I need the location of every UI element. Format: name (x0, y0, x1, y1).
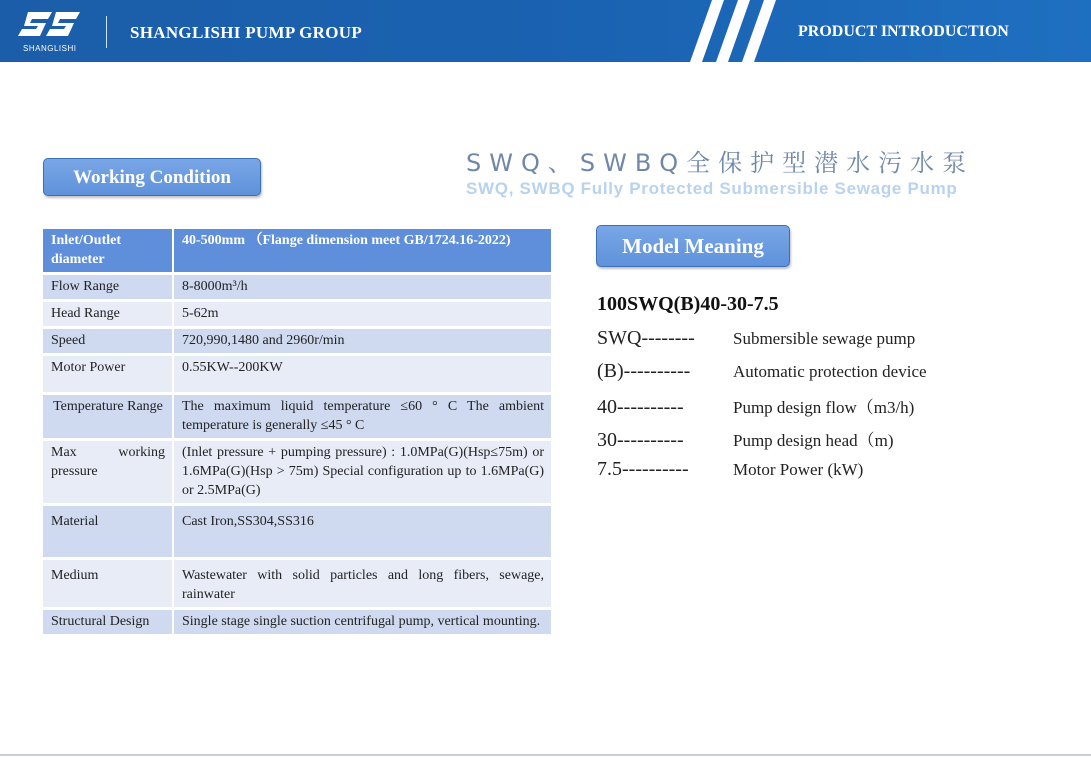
model-meaning-item (597, 360, 927, 386)
table-row (43, 229, 551, 272)
working-condition-table (43, 226, 551, 637)
row-value: 5-62m (174, 302, 551, 326)
model-part-desc: Pump design flow（m3/h) (733, 398, 915, 417)
table-row (43, 275, 551, 299)
table-row (43, 610, 551, 634)
table-row (43, 329, 551, 353)
row-value: (Inlet pressure + pumping pressure) : 1.0MPa(G)(Hsp≤75m) or 1.6MPa(G)(Hsp > 75m) Special configuration up to 1.6MPa(G) or 2.5MPa(G) (174, 441, 551, 503)
model-part-desc: Pump design head（m) (733, 431, 894, 450)
row-label: Speed (43, 329, 174, 353)
model-meaning-button[interactable]: Model Meaning (596, 225, 790, 267)
model-part-code: (B)---------- (597, 360, 691, 382)
model-code: 100SWQ(B)40-30-7.5 (597, 293, 779, 315)
header-bar (0, 0, 1091, 62)
logo-text: SHANGLISHI (23, 44, 77, 53)
table-row (43, 302, 551, 326)
table-row (43, 506, 551, 557)
model-part-desc: Submersible sewage pump (733, 329, 916, 348)
table-row (43, 395, 551, 438)
model-meaning-item (597, 426, 894, 452)
model-part-code: 7.5---------- (597, 458, 689, 480)
model-meaning-item (597, 393, 914, 419)
row-label: Temperature Range (43, 395, 174, 438)
row-label: Structural Design (43, 610, 174, 634)
row-label: Inlet/Outlet diameter (43, 229, 174, 272)
row-value: The maximum liquid temperature ≤60 ° C The ambient temperature is generally ≤45 ° C (174, 395, 551, 438)
model-part-desc: Motor Power (kW) (733, 460, 864, 479)
decorative-stripes (672, 0, 782, 62)
row-label: Head Range (43, 302, 174, 326)
model-meaning-item (597, 327, 915, 353)
model-part-code: SWQ-------- (597, 327, 695, 349)
row-label: Max working pressure (43, 441, 174, 503)
table-row (43, 441, 551, 503)
model-part-code: 30---------- (597, 429, 684, 451)
table-row (43, 560, 551, 607)
model-meaning-item (597, 458, 863, 484)
row-label: Flow Range (43, 275, 174, 299)
row-value: Single stage single suction centrifugal pump, vertical mounting. (174, 610, 551, 634)
product-title-en: SWQ, SWBQ Fully Protected Submersible Sewage Pump (466, 179, 958, 198)
company-name: SHANGLISHI PUMP GROUP (130, 23, 363, 42)
row-value: 0.55KW--200KW (174, 356, 551, 392)
product-title-cn: SWQ、SWBQ全保护型潜水污水泵 (466, 149, 975, 177)
model-part-desc: Automatic protection device (733, 362, 927, 381)
row-label: Medium (43, 560, 174, 607)
row-value: 8-8000m³/h (174, 275, 551, 299)
section-title: PRODUCT INTRODUCTION (798, 23, 1009, 40)
header-divider (106, 16, 107, 48)
table-row (43, 356, 551, 392)
row-label: Motor Power (43, 356, 174, 392)
row-label: Material (43, 506, 174, 557)
row-value: Wastewater with solid particles and long fibers, sewage, rainwater (174, 560, 551, 607)
row-value: Cast Iron,SS304,SS316 (174, 506, 551, 557)
model-part-code: 40---------- (597, 396, 684, 418)
row-value: 40-500mm （Flange dimension meet GB/1724.16-2022) (174, 229, 551, 272)
bottom-divider (0, 754, 1091, 756)
row-value: 720,990,1480 and 2960r/min (174, 329, 551, 353)
working-condition-button[interactable]: Working Condition (43, 158, 261, 196)
